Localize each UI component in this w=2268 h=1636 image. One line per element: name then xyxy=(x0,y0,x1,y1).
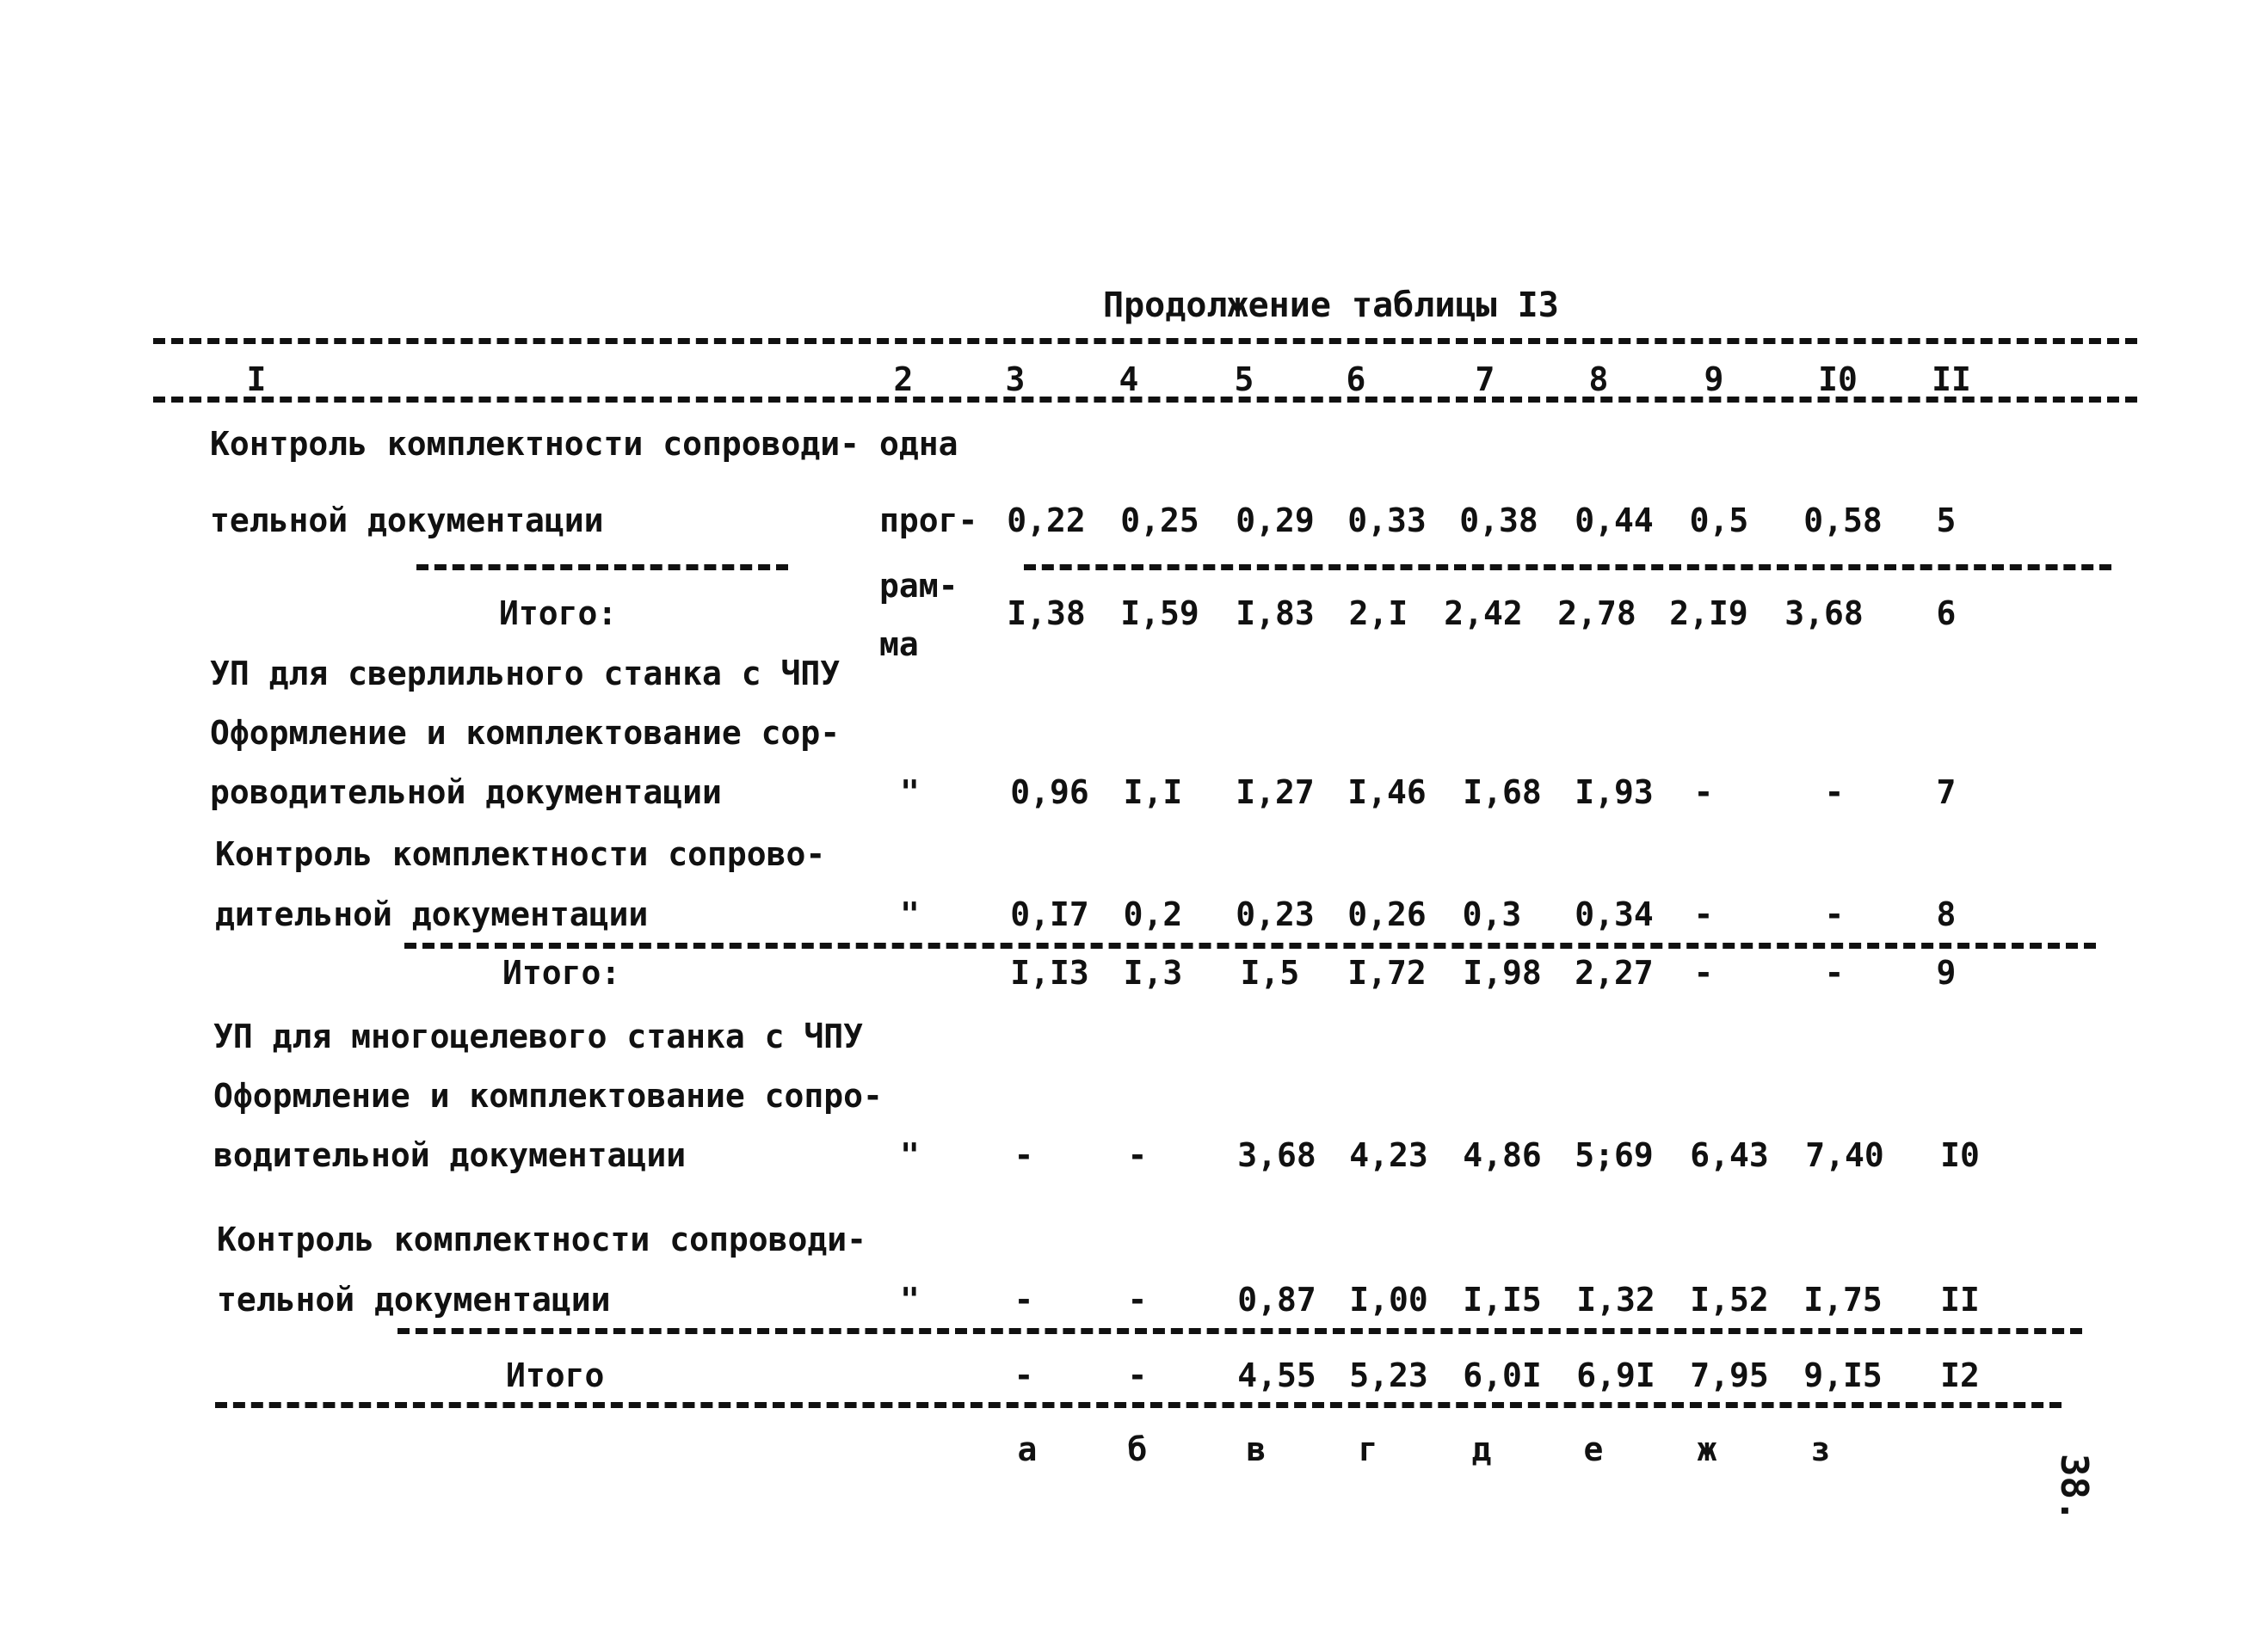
subtotal-rule-2 xyxy=(404,943,2096,949)
row-7-col-7: I,68 xyxy=(1463,773,1542,811)
row-11-col-6: I,00 xyxy=(1349,1281,1428,1319)
row-12-col-7: 6,0I xyxy=(1463,1356,1542,1394)
row-12-col-8: 6,9I xyxy=(1576,1356,1655,1394)
row-5-label-line-2: тельной документации xyxy=(210,501,604,539)
row-10-label-line-1: УП для многоцелевого станка с ЧПУ xyxy=(213,1018,863,1055)
row-9-label: Итого: xyxy=(502,954,621,992)
header-col-2: 2 xyxy=(893,360,914,398)
row-8-col-3: 0,I7 xyxy=(1010,895,1089,933)
row-11-col-4: - xyxy=(1127,1281,1148,1319)
column-letter-z: з xyxy=(1810,1430,1831,1468)
row-7-col-3: 0,96 xyxy=(1010,773,1089,811)
row-11-col-7: I,I5 xyxy=(1463,1281,1542,1319)
header-col-11: II xyxy=(1932,360,1971,398)
row-8-col-4: 0,2 xyxy=(1123,895,1183,933)
row-5-number: 5 xyxy=(1936,501,1957,539)
row-5-col-9: 0,5 xyxy=(1689,501,1749,539)
row-11-col-3: - xyxy=(1014,1281,1034,1319)
row-10-col-10: 7,40 xyxy=(1805,1136,1884,1174)
row-8-col-10: - xyxy=(1824,895,1845,933)
row-8-unit: " xyxy=(900,895,920,933)
row-8-number: 8 xyxy=(1936,895,1957,933)
row-11-col-10: I,75 xyxy=(1803,1281,1883,1319)
page-number: 38. xyxy=(2052,1454,2096,1522)
total-rule xyxy=(398,1328,2082,1334)
unit-line-4: ма xyxy=(879,625,919,663)
row-11-col-8: I,32 xyxy=(1576,1281,1655,1319)
row-8-col-5: 0,23 xyxy=(1236,895,1315,933)
row-11-number: II xyxy=(1940,1281,1980,1319)
row-7-col-5: I,27 xyxy=(1236,773,1315,811)
row-9-col-9: - xyxy=(1693,954,1714,992)
column-letter-d: д xyxy=(1471,1430,1492,1468)
row-11-label-line-1: Контроль комплектности сопроводи- xyxy=(217,1221,866,1258)
row-10-col-3: - xyxy=(1014,1136,1034,1174)
row-7-label-line-2: Оформление и комплектование сор- xyxy=(210,714,841,752)
row-12-col-3: - xyxy=(1014,1356,1034,1394)
row-7-label-line-3: роводительной документации xyxy=(210,773,722,811)
row-6-col-10: 3,68 xyxy=(1784,594,1864,632)
row-10-col-9: 6,43 xyxy=(1690,1136,1769,1174)
row-10-col-8: 5;69 xyxy=(1575,1136,1654,1174)
table-caption: Продолжение таблицы I3 xyxy=(1103,286,1559,325)
subtotal-rule-right xyxy=(1024,564,2111,570)
row-6-col-4: I,59 xyxy=(1120,594,1199,632)
row-12-number: I2 xyxy=(1940,1356,1980,1394)
column-letter-v: в xyxy=(1246,1430,1267,1468)
column-letter-a: а xyxy=(1017,1430,1038,1468)
row-7-col-10: - xyxy=(1824,773,1845,811)
row-12-label: Итого xyxy=(506,1356,605,1394)
header-col-6: 6 xyxy=(1346,360,1366,398)
row-11-unit: " xyxy=(900,1281,920,1319)
table-bottom-rule xyxy=(215,1402,2062,1408)
unit-line-2: прог- xyxy=(879,501,978,539)
row-8-label-line-1: Контроль комплектности сопрово- xyxy=(215,835,826,873)
row-8-col-8: 0,34 xyxy=(1575,895,1654,933)
row-10-unit: " xyxy=(900,1136,920,1174)
header-col-5: 5 xyxy=(1234,360,1254,398)
row-5-col-10: 0,58 xyxy=(1803,501,1883,539)
row-9-col-6: I,72 xyxy=(1347,954,1427,992)
row-7-col-8: I,93 xyxy=(1575,773,1654,811)
row-5-col-5: 0,29 xyxy=(1236,501,1315,539)
row-6-col-8: 2,78 xyxy=(1557,594,1636,632)
row-10-col-5: 3,68 xyxy=(1237,1136,1316,1174)
row-5-col-4: 0,25 xyxy=(1120,501,1199,539)
row-6-number: 6 xyxy=(1936,594,1957,632)
header-col-8: 8 xyxy=(1588,360,1609,398)
row-8-col-9: - xyxy=(1693,895,1714,933)
header-col-1: I xyxy=(246,360,267,398)
column-letter-b: б xyxy=(1127,1430,1148,1468)
row-5-label-line-1: Контроль комплектности сопроводи- xyxy=(210,425,860,463)
header-col-3: 3 xyxy=(1005,360,1026,398)
row-7-label-line-1: УП для сверлильного станка с ЧПУ xyxy=(210,655,841,692)
row-9-number: 9 xyxy=(1936,954,1957,992)
row-7-col-6: I,46 xyxy=(1347,773,1427,811)
row-5-col-3: 0,22 xyxy=(1007,501,1086,539)
subtotal-rule-left xyxy=(416,564,788,570)
row-12-col-5: 4,55 xyxy=(1237,1356,1316,1394)
row-12-col-9: 7,95 xyxy=(1690,1356,1769,1394)
row-10-number: I0 xyxy=(1940,1136,1980,1174)
row-9-col-7: I,98 xyxy=(1463,954,1542,992)
row-5-col-8: 0,44 xyxy=(1575,501,1654,539)
row-5-col-6: 0,33 xyxy=(1347,501,1427,539)
row-6-col-6: 2,I xyxy=(1348,594,1408,632)
row-6-col-9: 2,I9 xyxy=(1669,594,1748,632)
row-6-col-7: 2,42 xyxy=(1444,594,1523,632)
row-9-col-5: I,5 xyxy=(1240,954,1300,992)
row-10-col-7: 4,86 xyxy=(1463,1136,1542,1174)
row-6-col-5: I,83 xyxy=(1236,594,1315,632)
row-11-col-5: 0,87 xyxy=(1237,1281,1316,1319)
row-10-col-4: - xyxy=(1127,1136,1148,1174)
row-12-col-4: - xyxy=(1127,1356,1148,1394)
unit-line-3: рам- xyxy=(879,567,958,605)
row-10-label-line-3: водительной документации xyxy=(213,1136,687,1174)
row-7-number: 7 xyxy=(1936,773,1957,811)
row-11-col-9: I,52 xyxy=(1690,1281,1769,1319)
row-9-col-8: 2,27 xyxy=(1575,954,1654,992)
row-7-unit: " xyxy=(900,773,920,811)
row-6-col-3: I,38 xyxy=(1007,594,1086,632)
row-10-col-6: 4,23 xyxy=(1349,1136,1428,1174)
header-col-9: 9 xyxy=(1704,360,1724,398)
header-col-4: 4 xyxy=(1119,360,1139,398)
column-letter-zh: ж xyxy=(1697,1430,1717,1468)
column-letter-e: е xyxy=(1583,1430,1604,1468)
row-9-col-4: I,3 xyxy=(1123,954,1183,992)
row-8-col-7: 0,3 xyxy=(1462,895,1522,933)
unit-line-1: одна xyxy=(879,425,958,463)
column-letter-g: г xyxy=(1358,1430,1378,1468)
row-10-label-line-2: Оформление и комплектование сопро- xyxy=(213,1077,883,1115)
row-8-label-line-2: дительной документации xyxy=(215,895,649,933)
header-col-7: 7 xyxy=(1475,360,1495,398)
row-7-col-4: I,I xyxy=(1123,773,1183,811)
row-6-label: Итого: xyxy=(499,594,618,632)
row-9-col-3: I,I3 xyxy=(1010,954,1089,992)
row-5-col-7: 0,38 xyxy=(1459,501,1538,539)
header-col-10: I0 xyxy=(1818,360,1858,398)
row-7-col-9: - xyxy=(1693,773,1714,811)
row-9-col-10: - xyxy=(1824,954,1845,992)
row-12-col-10: 9,I5 xyxy=(1803,1356,1883,1394)
row-12-col-6: 5,23 xyxy=(1349,1356,1428,1394)
row-11-label-line-2: тельной документации xyxy=(217,1281,611,1319)
row-8-col-6: 0,26 xyxy=(1347,895,1427,933)
header-top-rule xyxy=(153,338,2137,344)
